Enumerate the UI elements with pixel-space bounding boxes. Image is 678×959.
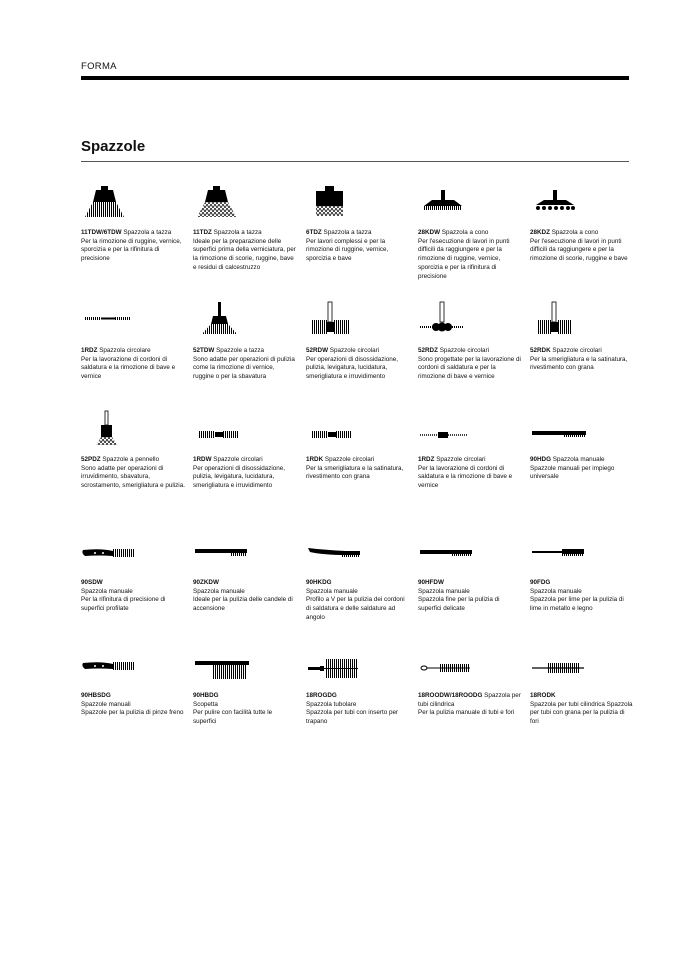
product-name: Spazzola manuale: [552, 456, 605, 463]
product-code: 90FDG: [530, 579, 551, 586]
product-code: 18RODK: [530, 692, 556, 699]
fine-hand-brush-icon: [418, 534, 478, 574]
product-code: 52RDZ: [418, 347, 438, 354]
knotted-cup-brush-icon: [193, 184, 253, 224]
product-code: 1RDW: [193, 456, 212, 463]
product-name: Spazzola manuale: [193, 587, 245, 595]
product-description: Spazzola per lime per la pulizia di lime in metallo e legno: [530, 596, 624, 613]
v-profile-brush-icon: [306, 534, 366, 574]
product-code: 1RDZ: [418, 456, 435, 463]
cone-brush-icon: [418, 184, 478, 224]
product-description: Spazzola per tubi con inserto per trapano: [306, 709, 399, 726]
product-code: 28KDZ: [530, 229, 550, 236]
product-name: Spazzole a tazza: [216, 347, 265, 354]
grit-wheel-brush-icon: [530, 302, 590, 342]
wheel-brush-icon: [193, 411, 253, 451]
product-description: Ideale per la pulizia delle candele di accensione: [193, 596, 293, 613]
product-name: Spazzola per tubi cilindrica: [418, 692, 521, 708]
product-description: Per la rimozione di ruggine, vernice, sporcizia e per la rifinitura di precisione: [81, 237, 182, 263]
product-code: 90HDG: [530, 456, 551, 463]
product-description: Sono adatte per operazioni di irruvidimento, sbavatura, scrostamento, smerigliatura e pulizia.: [81, 464, 185, 490]
heavy-cup-brush-icon: [306, 184, 366, 224]
product-description: Per l'esecuzione di lavori in punti difficili da raggiungere e per la rimozione di scorie, ruggine e bave: [530, 237, 628, 263]
product-description: Profilo a V per la pulizia dei cordoni di saldatura e delle saldature ad angolo: [306, 596, 405, 621]
product-code: 1RDZ: [81, 347, 98, 354]
product-item: [193, 647, 297, 727]
cup-brush-icon: [81, 184, 141, 224]
product-description: Sono adatte per operazioni di pulizia come la rimozione di vernice, ruggine o per la sbavatura: [193, 355, 295, 381]
product-code: 52RDK: [530, 347, 551, 354]
product-item: [81, 534, 185, 614]
product-item: [530, 534, 634, 614]
tube-brush-drill-icon: [306, 647, 366, 687]
product-code: 6TDZ: [306, 229, 322, 236]
product-name: Spazzole circolari: [213, 456, 263, 463]
product-name: Spazzola manuale: [81, 587, 133, 595]
product-name: Spazzole a pennello: [102, 456, 160, 463]
product-name: Spazzola a cono: [441, 229, 489, 236]
product-item: [193, 411, 297, 491]
product-item: [81, 184, 185, 264]
product-description: Per la pulizia manuale di tubi e fori: [418, 709, 515, 717]
product-code: 90HFDW: [418, 579, 444, 586]
product-name: Spazzole circolari: [439, 347, 490, 354]
product-item: [418, 411, 522, 491]
product-description: Per la lavorazione di cordoni di saldatura e la rimozione di bave e vernice: [418, 464, 513, 490]
product-description: Spazzola fine per la pulizia di superfici delicate: [418, 596, 500, 613]
product-code: 90HKDG: [306, 579, 332, 586]
product-name: Spazzola a tazza: [213, 229, 262, 236]
scrub-brush-icon: [193, 647, 253, 687]
product-code: 52TDW: [193, 347, 215, 354]
knotted-wheel-brush-icon: [418, 302, 478, 342]
product-description: Spazzole manuali per impiego universale: [530, 464, 615, 481]
product-code: 90HBDG: [193, 692, 219, 699]
product-name: Spazzole circolari: [436, 456, 486, 463]
tube-brush-loop-icon: [418, 647, 478, 687]
product-item: [418, 184, 522, 281]
brake-caliper-brush-icon: [81, 647, 141, 687]
product-item: [193, 184, 297, 273]
product-code: 18ROODW/18ROODG: [418, 692, 483, 699]
product-code: 18ROGDG: [306, 692, 337, 699]
product-item: [306, 302, 410, 382]
product-code: 52PDZ: [81, 456, 101, 463]
shank-cup-brush-icon: [193, 302, 253, 342]
product-item: [418, 534, 522, 614]
thin-wheel-brush-icon: [81, 302, 141, 342]
header-label: FORMA: [81, 61, 117, 72]
product-description: Spazzole per la pulizia di pinze freno: [81, 709, 184, 717]
product-name: Spazzole manuali: [81, 700, 131, 708]
product-name: Spazzola manuale: [530, 587, 582, 595]
product-code: 1RDK: [306, 456, 324, 463]
knotted-disc-brush-icon: [418, 411, 478, 451]
product-item: [81, 647, 185, 718]
product-code: 28KDW: [418, 229, 441, 236]
product-item: [306, 534, 410, 623]
product-item: [306, 411, 410, 482]
spark-plug-brush-icon: [193, 534, 253, 574]
product-item: [530, 647, 634, 727]
shank-wheel-brush-icon: [306, 302, 366, 342]
end-brush-icon: [81, 411, 141, 451]
product-name: Spazzola a tazza: [123, 229, 172, 236]
product-name: Spazzola manuale: [418, 587, 470, 595]
product-name: Spazzole circolari: [552, 347, 602, 354]
product-name: Spazzola a tazza: [323, 229, 372, 236]
grit-wheel-brush-icon: [306, 411, 366, 451]
product-item: [81, 302, 185, 382]
product-item: [193, 534, 297, 614]
product-description: Per l'esecuzione di lavori in punti difficili da raggiungere e per la rimozione di ruggine, vernice, sporcizia e per la rifinitura di precisione: [418, 237, 510, 280]
curved-hand-brush-icon: [81, 534, 141, 574]
product-item: [306, 647, 410, 727]
product-description: Per la lavorazione di cordoni di saldatura e la rimozione di bave e vernice: [81, 355, 176, 381]
product-description: Per la smerigliatura e la satinatura, rivestimento con grana: [306, 464, 404, 481]
product-item: [193, 302, 297, 382]
product-name: Spazzola tubolare: [306, 700, 357, 708]
product-description: Per lavori complessi e per la rimozione di ruggine, vernice, sporcizia e bave: [306, 237, 389, 263]
product-description: Sono progettate per la lavorazione di cordoni di saldatura e per la rimozione di bave e vernice: [418, 355, 521, 381]
product-description: Ideale per la preparazione delle superfici prima della verniciatura, per la rimozione di scorie, ruggine, bave e residui di calcestruzzo: [193, 237, 296, 271]
product-name: Spazzole circolari: [324, 456, 375, 463]
product-description: Per operazioni di disossidazione, pulizia, levigatura, lucidatura, smerigliatura e irruvidimento: [193, 464, 286, 490]
tube-brush-grit-icon: [530, 647, 590, 687]
product-item: [530, 302, 634, 373]
product-code: 90HBSDG: [81, 692, 111, 699]
product-name: Spazzola manuale: [306, 587, 358, 595]
product-name: Spazzola a cono: [551, 229, 599, 236]
hand-brush-icon: [530, 411, 590, 451]
product-name: Spazzole circolari: [329, 347, 380, 354]
product-code: 90SDW: [81, 579, 103, 586]
product-item: [81, 411, 185, 491]
product-description: Per pulire con facilità tutte le superfici: [193, 709, 273, 726]
product-item: [418, 302, 522, 382]
section-title: Spazzole: [81, 138, 146, 155]
product-code: 11TDZ: [193, 229, 212, 236]
product-code: 11TDW/6TDW: [81, 229, 122, 236]
product-description: Per la smerigliatura e la satinatura, rivestimento con grana: [530, 355, 628, 372]
product-item: [530, 184, 634, 264]
product-name: Scopetta: [193, 700, 218, 708]
product-name: Spazzola circolare: [99, 347, 151, 354]
product-code: 52RDW: [306, 347, 329, 354]
file-brush-icon: [530, 534, 590, 574]
product-description: Per operazioni di disossidazione, pulizia, levigatura, lucidatura, smerigliatura e irruvidimento: [306, 355, 399, 381]
product-item: [530, 411, 634, 482]
product-item: [418, 647, 522, 718]
product-item: [306, 184, 410, 264]
product-description: Per la rifinitura di precisione di superfici profilate: [81, 596, 166, 613]
knotted-cone-brush-icon: [530, 184, 590, 224]
product-code: 90ZKDW: [193, 579, 219, 586]
product-description: Spazzola per tubi cilindrica Spazzola per tubi con grana per la pulizia di fori: [530, 700, 633, 726]
